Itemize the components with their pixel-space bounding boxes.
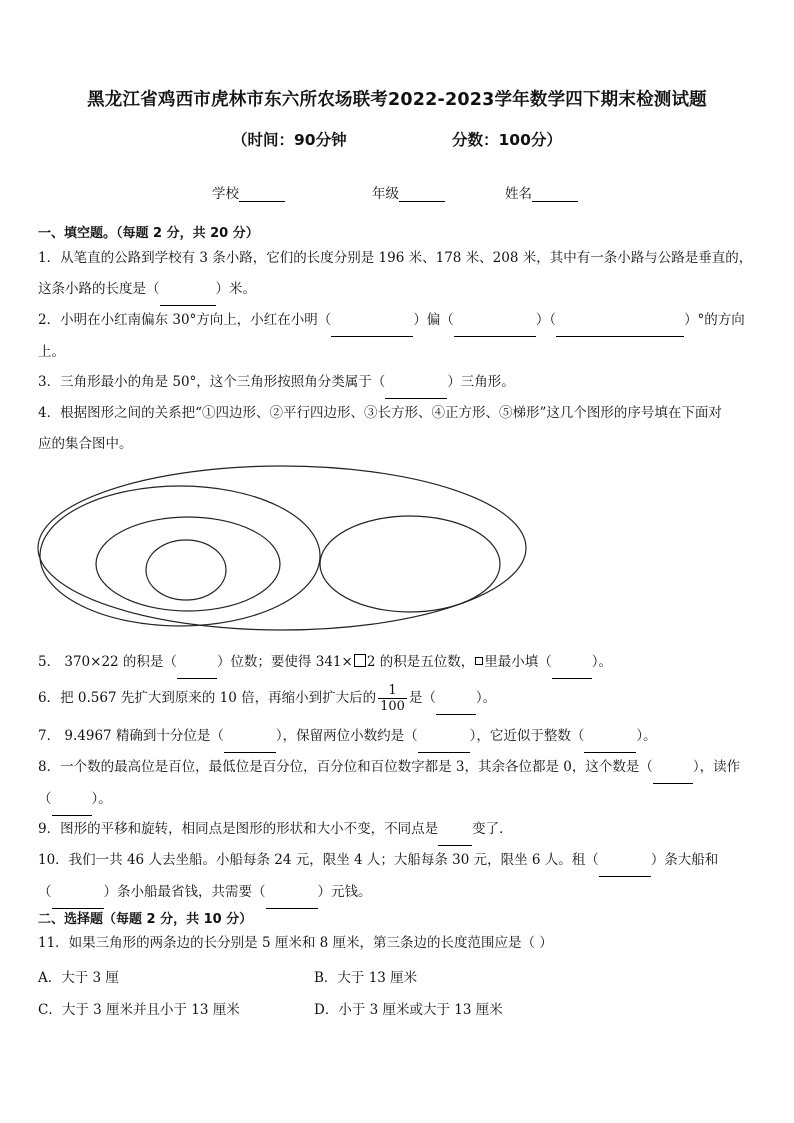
q9-blank[interactable] [438, 814, 472, 846]
question-2-line-2: 上。 [38, 344, 65, 360]
square-box-icon [354, 654, 366, 667]
question-10-line-2: （ ）条小船最省钱，共需要（ ）元钱。 [38, 877, 762, 909]
question-6: 6．把 0.567 先扩大到原来的 10 倍，再缩小到扩大后的 $\frac{1}{100}$ 是（ ）。 [38, 683, 497, 714]
fraction-numerator: 1 [388, 683, 397, 698]
set-side-ellipse[interactable] [320, 516, 500, 612]
set-third-ellipse[interactable] [96, 517, 280, 611]
q7-blank-1[interactable] [224, 721, 276, 753]
question-10-line-1: 10．我们一共 46 人去坐船。小船每条 24 元，限坐 4 人；大船每条 30 元，限坐 6 人。租（ ）条大船和 [38, 845, 762, 877]
question-8 [38, 752, 762, 816]
q7-blank-2[interactable] [418, 721, 470, 753]
name-label: 姓名 [505, 186, 532, 202]
question-8-line-1: 8．一个数的最高位是百位，最低位是百分位，百分位和百位数字都是 3，其余各位都是 0，这个数是（ ），读作 [38, 752, 762, 784]
q8-blank-1[interactable] [653, 752, 693, 784]
question-1-line-2: 这条小路的长度是（ ）米。 [38, 274, 762, 306]
grade-label: 年级 [372, 186, 399, 202]
question-1-line-1: 1．从笔直的公路到学校有 3 条小路，它们的长度分别是 196 米、178 米、208 米，其中有一条小路与公路是垂直的， [38, 250, 753, 266]
q10-blank-2[interactable] [52, 877, 104, 909]
section-1-heading: 一、填空题。（每题 2 分，共 20 分） [38, 226, 259, 241]
q10-blank-1[interactable] [599, 845, 651, 877]
q11-option-d[interactable]: D．小于 3 厘米或大于 13 厘米 [314, 1002, 503, 1018]
set-outer-ellipse[interactable] [38, 466, 526, 630]
question-2-line-1: 2．小明在小红南偏东 30°方向上，小红在小明（ ）偏（ ）（ ）°的方向 [38, 305, 762, 337]
section-2-heading: 二、选择题（每题 2 分，共 10 分） [38, 912, 253, 927]
set-inner-circle[interactable] [146, 540, 226, 600]
question-7: 7． 9.4967 精确到十分位是（ ），保留两位小数约是（ ），它近似于整数（ ）。 [38, 721, 762, 753]
q8-blank-2[interactable] [52, 784, 92, 816]
exam-time: （时间：90分钟 [232, 131, 347, 149]
q11-option-a[interactable]: A．大于 3 厘 [38, 970, 119, 986]
q11-option-b[interactable]: B．大于 13 厘米 [314, 970, 418, 986]
set-second-ellipse[interactable] [40, 486, 320, 626]
question-10 [38, 845, 762, 909]
exam-score: 分数：100分） [452, 131, 562, 149]
exam-title: 黑龙江省鸡西市虎林市东六所农场联考2022-2023学年数学四下期末检测试题 [87, 90, 707, 110]
question-11: 11．如果三角形的两条边的长分别是 5 厘米和 8 厘米，第三条边的长度范围应是（ ） [38, 935, 553, 951]
q5-blank-2[interactable] [552, 647, 592, 679]
question-5: 5． 370×22 的积是（ ）位数；要使得 341× 2 的积是五位数， 里最小填（ ）。 [38, 647, 762, 679]
question-9: 9．图形的平移和旋转，相同点是图形的形状和大小不变，不同点是 变了． [38, 814, 762, 846]
question-3: 3．三角形最小的角是 50°，这个三角形按照角分类属于（ ）三角形。 [38, 367, 762, 399]
question-4-line-1: 4．根据图形之间的关系把“①四边形、②平行四边形、③长方形、④正方形、⑤梯形”这几个图形的序号填在下面对 [38, 405, 722, 421]
q5-blank-1[interactable] [177, 647, 217, 679]
question-8-line-2: （ ）。 [38, 784, 762, 816]
fraction-denominator: 100 [380, 699, 405, 714]
q6-blank[interactable] [436, 683, 476, 715]
q7-blank-3[interactable] [584, 721, 636, 753]
question-4-line-2: 应的集合图中。 [38, 436, 133, 452]
q11-option-c[interactable]: C．大于 3 厘米并且小于 13 厘米 [38, 1002, 240, 1018]
school-label: 学校 [212, 186, 239, 202]
q10-blank-3[interactable] [266, 877, 318, 909]
small-square-icon [475, 657, 483, 665]
fraction [378, 683, 407, 714]
